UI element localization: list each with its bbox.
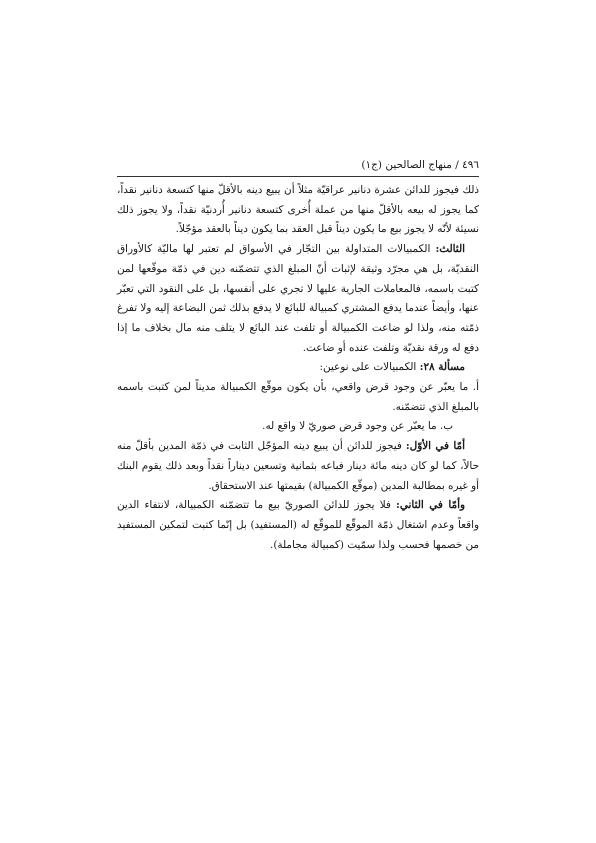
issue-28-text: الكمبيالات على نوعين: bbox=[319, 361, 420, 374]
paragraph-2 bbox=[117, 240, 479, 358]
paragraph-first-type bbox=[117, 437, 479, 496]
issue-28-lead: مسألة ٢٨: bbox=[419, 361, 465, 374]
header-rule bbox=[117, 176, 479, 177]
paragraph-2-lead: الثالث: bbox=[435, 243, 465, 256]
second-type-lead: وأمّا في الثاني: bbox=[396, 499, 465, 512]
paragraph-1: ذلك فيجوز للدائن عشرة دنانير عراقيّة مثلاً أن يبيع دينه بالأقلّ منها كتسعة دنانير نقداً، كما يجوز له بيعه بالأقلّ منها من عملة أُخرى كتسعة دنانير أُردنيّة نقداً، ولا يجوز ذلك نسيئة لأنّه لا يجوز بيع ما يكون ديناً قبل العقد بما يكون ديناً بالعقد مؤجّلاً. bbox=[117, 184, 479, 236]
type-a-item: أ. ما يعبّر عن وجود قرض واقعي، بأن يكون موقّع الكمبيالة مديناً لمن كتبت باسمه بالمبلغ الذي تتضمّنه. bbox=[117, 381, 479, 413]
paragraph-second-type bbox=[117, 496, 479, 555]
first-type-text: فيجوز للدائن أن يبيع دينه المؤجّل الثابت في ذمّة المدين بأقلّ منه حالاً، كما لو كان دينه مائة دينار فباعه بثمانية وتسعين ديناراً نقداً وبعد ذلك يقوم البنك أو غيره بمطالبة المدين (موقّع الكمبيالة) بقيمتها عند الاستحقاق. bbox=[117, 440, 479, 492]
type-b-item: ب. ما يعبّر عن وجود قرض صوريّ لا واقع له. bbox=[262, 420, 453, 433]
body-text bbox=[117, 181, 479, 555]
second-type-text: فلا يجوز للدائن الصوريّ بيع ما تتضمّنه الكمبيالة، لانتفاء الدين واقعاً وعدم اشتغال ذمّة الموقّع للموقّع له (المستفيد) بل إنّما كتبت لتمكين المستفيد من خصمها فحسب ولذا سمّيت (كمبيالة مجاملة). bbox=[117, 499, 479, 551]
paragraph-2-text: الكمبيالات المتداولة بين التجّار في الأسواق لم تعتبر لها ماليّة كالأوراق النقديّة، بل هي مجرّد وثيقة لإثبات أنّ المبلغ الذي تتضمّنه دين في ذمّة موقّعها لمن كتبت باسمه، فالمعاملات الجارية عليها لا تجري على أنفسها، بل على النقود التي تعبّر عنها، وأيضاً عندما يدفع المشتري كمبيالة للبائع لا يدفع بذلك ثمن البضاعة إليه ولا تفرغ ذمّته منه، ولذا لو ضاعت الكمبيالة أو تلفت عند البائع لا يتلف منه مال بخلاف ما إذا دفع له ورقة نقديّة وتلفت عنده أو ضاعت. bbox=[117, 243, 479, 354]
page-header: ٤٩٦ / منهاج الصالحين (ج١) bbox=[361, 159, 479, 171]
first-type-lead: أمّا في الأوّل: bbox=[405, 440, 465, 453]
issue-28-heading bbox=[117, 358, 479, 378]
